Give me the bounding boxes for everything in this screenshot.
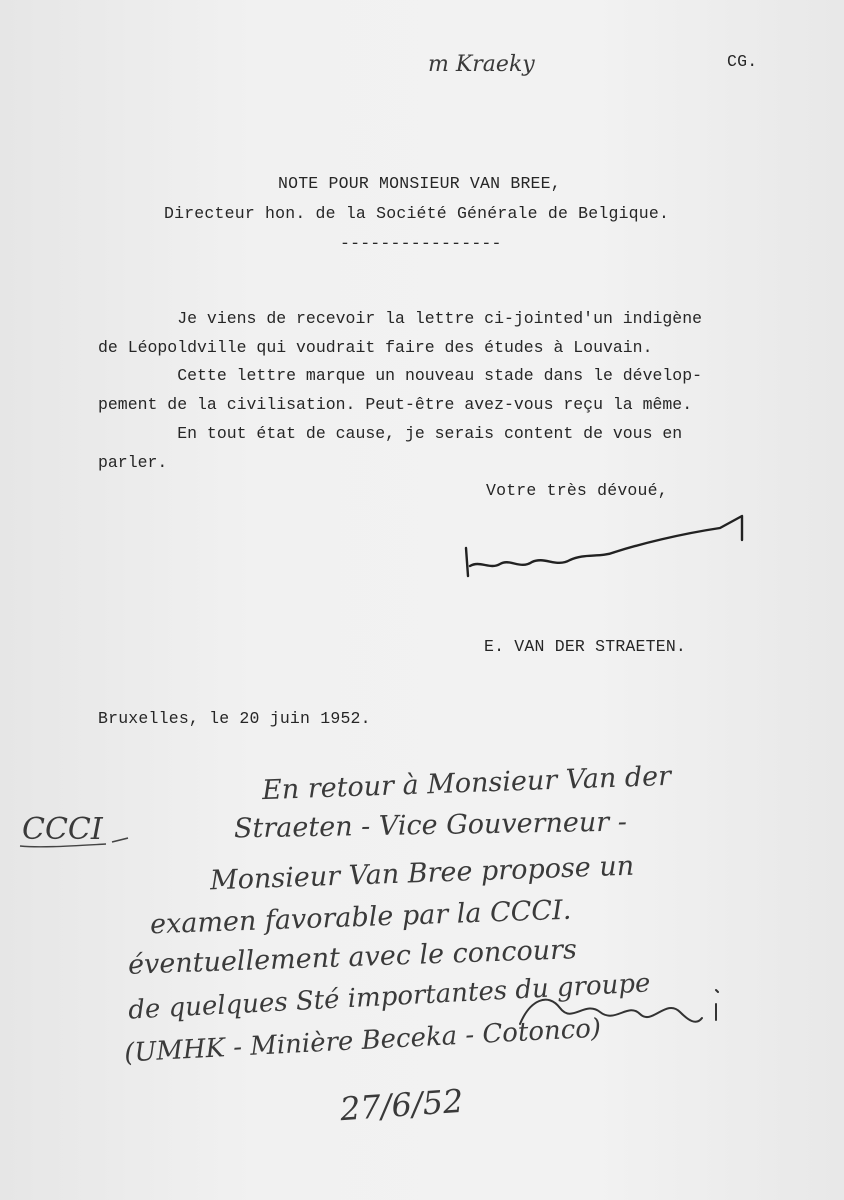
annotation-date: 27/6/52	[338, 1081, 465, 1129]
note-subtitle: Directeur hon. de la Société Générale de Belgique.	[164, 204, 670, 223]
title-rule: ----------------	[340, 234, 502, 253]
body-line: parler.	[98, 453, 168, 472]
signature-name: E. VAN DER STRAETEN.	[484, 637, 687, 656]
annotation-line: examen favorable par la CCCI.	[149, 894, 572, 941]
annotation-line: En retour à Monsieur Van der	[261, 760, 672, 807]
annotation-line: Straeten - Vice Gouverneur -	[233, 806, 628, 845]
initials: CG.	[727, 52, 758, 71]
date-line: Bruxelles, le 20 juin 1952.	[98, 709, 371, 728]
handwritten-top-note: m Kraeky	[428, 52, 535, 77]
body-line: pement de la civilisation. Peut-être avez-vous reçu la même.	[98, 395, 693, 414]
annotation-line: Monsieur Van Bree propose un	[209, 850, 635, 897]
body-line: En tout état de cause, je serais content de vous en	[98, 424, 683, 443]
annotation-line: éventuellement avec le concours	[127, 934, 578, 981]
margin-mark-ccci: CCCI	[22, 812, 103, 847]
body-line: Cette lettre marque un nouveau stade dans le dévelop-	[98, 366, 702, 385]
annotation-line: (UMHK - Minière Beceka - Cotonco)	[123, 1013, 602, 1069]
note-title: NOTE POUR MONSIEUR VAN BREE,	[278, 174, 561, 193]
salutation: Votre très dévoué,	[486, 481, 668, 500]
body-line: de Léopoldville qui voudrait faire des études à Louvain.	[98, 338, 653, 357]
body-line: Je viens de recevoir la lettre ci-jointed'un indigène	[98, 309, 702, 328]
annotation-line: de quelques Sté importantes du groupe	[127, 968, 652, 1026]
